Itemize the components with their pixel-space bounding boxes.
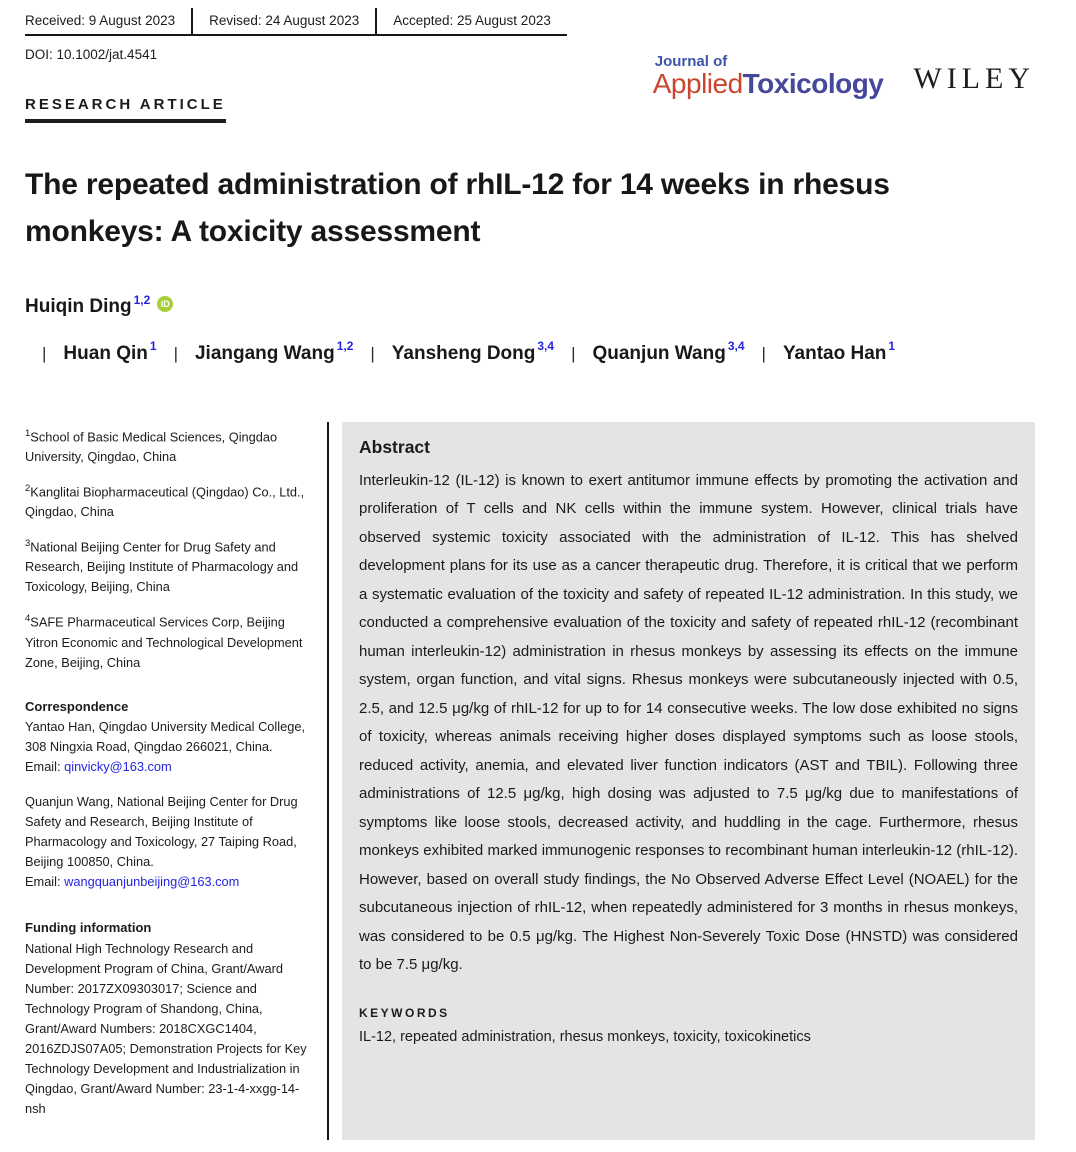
abstract-text: Interleukin-12 (IL-12) is known to exert antitumor immune effects by promoting the activation and proliferation of T cells and NK cells within the immune system. However, clinical trials have observed systemic toxicity associated with the administration of IL-12. This has shelved development plans for its use as a cancer therapeutic drug. Therefore, it is critical that we perform a systematic evaluation of the toxicity and safety of repeated IL-12 administration. In this study, we conducted a comprehensive evaluation of the toxicity and safety of repeated rhIL-12 (recombinant human interleukin-12) administration in rhesus monkeys by assessing its effects on the immune system, organ function, and vital signs. Rhesus monkeys were subcutaneously injected with 0.5, 2.5, and 12.5 μg/kg of rhIL-12 for up to for 14 consecutive weeks. The low dose exhibited no signs of toxicity, whereas animals receiving higher doses displayed symptoms such as loose stools, reduced activity, anemia, and elevated liver function indicators (AST and TBIL). Following three administrations of 12.5 μg/kg, high dosing was adjusted to 7.5 μg/kg due to manifestations of symptoms like loose stools, decreased activity, and huddling in the cage. Furthermore, rhesus monkeys exhibited marked immunogenic responses to recombinant human interleukin-12 (rhIL-12). However, based on overall study findings, the No Observed Adverse Effect Level (NOAEL) for the subcutaneous injection of rhIL-12, when repeatedly administered for 3 months in rhesus monkeys, was considered to be 0.5 μg/kg. The Highest Non-Severely Toxic Dose (HNSTD) was considered to be 7.5 μg/kg.: [359, 471, 1018, 974]
orcid-icon[interactable]: iD: [157, 296, 173, 312]
main-content: [25, 422, 1035, 1140]
email-label: Email:: [25, 758, 65, 774]
revised-date: Revised: 24 August 2023: [193, 8, 375, 36]
author[interactable]: Quanjun Wang $^{3,4}$: [592, 339, 745, 364]
wiley-logo[interactable]: WILEY: [913, 62, 1035, 95]
left-column: [25, 422, 311, 1140]
journal-tagline: Journal of: [654, 53, 728, 70]
funding-heading: Funding information: [25, 919, 152, 935]
author-separator: |: [761, 343, 766, 363]
author-affiliation-sup: 1: [888, 339, 896, 354]
doi[interactable]: DOI: 10.1002/jat.4541: [25, 47, 158, 62]
keywords-heading: KEYWORDS: [359, 1005, 450, 1020]
correspondence-section: [25, 697, 311, 892]
journal-name-toxicology: Toxicology: [742, 68, 884, 99]
author-affiliation-sup: 3,4: [537, 339, 555, 354]
correspondence-heading: Correspondence: [25, 698, 129, 714]
affiliation: $^3$National Beijing Center for Drug Safety and Research, Beijing Institute of Pharmacology and Toxicology, Beijing, China: [25, 538, 299, 595]
author[interactable]: Huiqin Ding $^{1,2}$ iD: [25, 296, 173, 317]
author[interactable]: Yansheng Dong $^{3,4}$: [391, 339, 555, 364]
author-separator: |: [173, 343, 178, 363]
author-separator: |: [42, 343, 47, 363]
accepted-date: Accepted: 25 August 2023: [377, 8, 567, 36]
affiliation: $^2$Kanglitai Biopharmaceutical (Qingdao) Co., Ltd., Qingdao, China: [25, 482, 305, 520]
email-link[interactable]: wangquanjunbeijing@163.com: [64, 873, 240, 889]
author-separator: |: [370, 343, 375, 363]
abstract-box: [342, 422, 1035, 1140]
author-affiliation-sup: 3,4: [727, 339, 745, 354]
funding-section: [25, 918, 311, 1119]
correspondence-entry: Quanjun Wang, National Beijing Center for Drug Safety and Research, Beijing Institute of Pharmacology and Toxicology, 27 Taiping Road, Beijing 100850, China. Email: wangquanjunbeijing@163.com: [25, 793, 298, 889]
journal-name-applied: Applied: [652, 68, 743, 99]
author-list: [25, 281, 925, 374]
brand-row: [653, 54, 1035, 98]
email-label: Email:: [25, 873, 65, 889]
affiliation: $^1$School of Basic Medical Sciences, Qingdao University, Qingdao, China: [25, 427, 278, 464]
author[interactable]: Yantao Han $^1$: [782, 339, 896, 364]
author-affiliation-sup: 1: [149, 339, 157, 354]
received-date: Received: 9 August 2023: [25, 8, 191, 36]
author-affiliation-sup: 1,2: [336, 339, 354, 354]
correspondence-entry: Yantao Han, Qingdao University Medical College, 308 Ningxia Road, Qingdao 266021, China. Email: qinvicky@163.com: [25, 718, 306, 774]
author[interactable]: Huan Qin $^1$: [63, 339, 157, 364]
affiliation: $^4$SAFE Pharmaceutical Services Corp, Beijing Yitron Economic and Technological Development Zone, Beijing, China: [25, 613, 303, 670]
revision-history-bar: [25, 8, 567, 36]
column-divider: [327, 422, 329, 1140]
journal-logo[interactable]: [653, 54, 884, 98]
email-link[interactable]: qinvicky@163.com: [64, 758, 172, 774]
page-title: The repeated administration of rhIL-12 for 14 weeks in rhesus monkeys: A toxicity assessment: [25, 168, 890, 248]
author[interactable]: Jiangang Wang $^{1,2}$: [194, 339, 354, 364]
keywords-text: IL-12, repeated administration, rhesus monkeys, toxicity, toxicokinetics: [359, 1028, 811, 1045]
journal-name: [653, 70, 884, 98]
author-separator: |: [571, 343, 576, 363]
article-type-label: RESEARCH ARTICLE: [25, 96, 226, 123]
author-affiliation-sup: 1,2: [133, 293, 151, 307]
funding-text: National High Technology Research and Development Program of China, Grant/Award Number: 2017ZX09303017; Science and Technology Program of Shandong, China, Grant/Award Numbers: 2018CXGC1404, 2016ZDJS07A05; Demonstration Projects for Key Technology Development and Industrialization in Qingdao, Grant/Award Number: 23-1-4-xxgg-14-nsh: [25, 940, 307, 1116]
abstract-heading: Abstract: [359, 436, 430, 457]
